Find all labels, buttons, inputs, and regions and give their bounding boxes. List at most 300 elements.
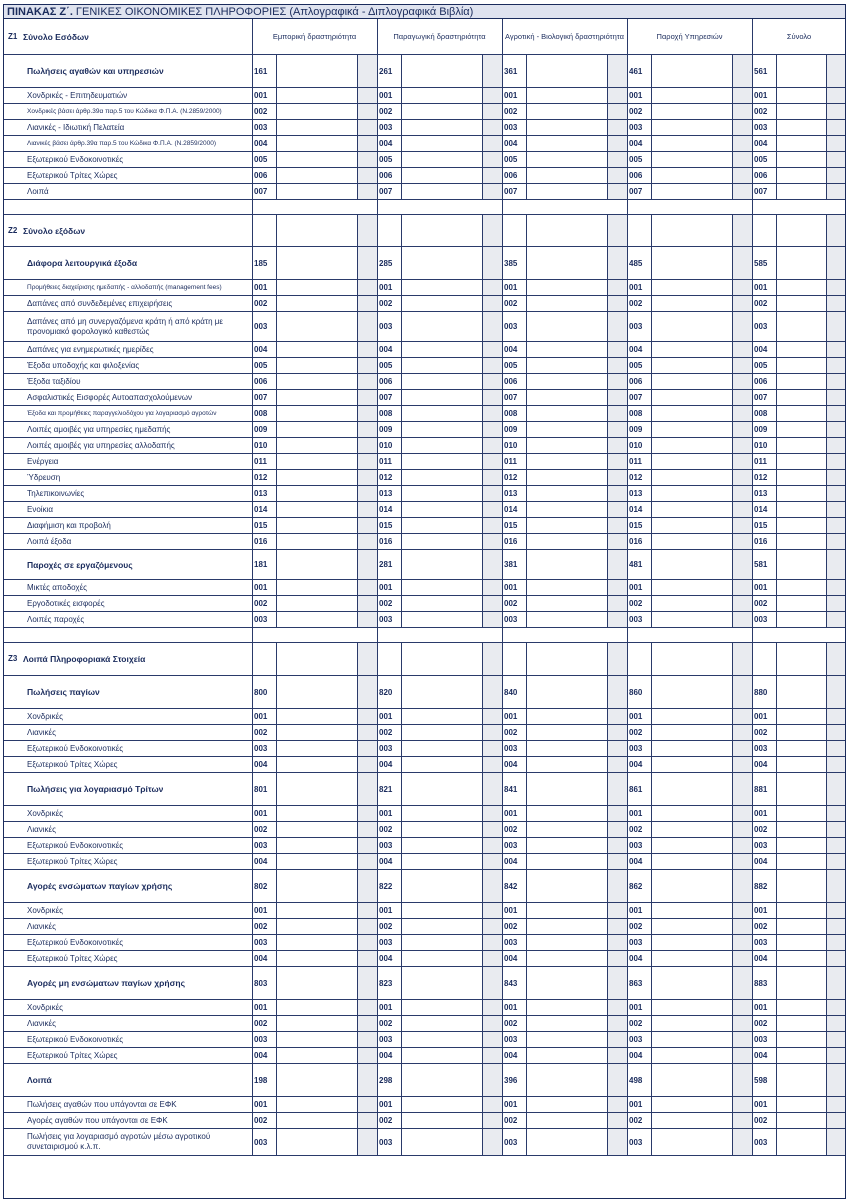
decimal-cell[interactable] — [607, 1097, 627, 1112]
decimal-cell[interactable] — [826, 919, 846, 934]
amount-input[interactable] — [776, 88, 826, 103]
decimal-cell[interactable] — [482, 104, 502, 119]
amount-input[interactable] — [526, 676, 607, 708]
amount-input[interactable] — [526, 55, 607, 87]
decimal-cell[interactable] — [732, 854, 752, 869]
decimal-cell[interactable] — [357, 903, 377, 918]
decimal-cell[interactable] — [826, 55, 846, 87]
decimal-cell[interactable] — [732, 550, 752, 579]
decimal-cell[interactable] — [482, 55, 502, 87]
amount-input[interactable] — [401, 438, 482, 453]
decimal-cell[interactable] — [826, 1097, 846, 1112]
amount-input[interactable] — [651, 390, 732, 405]
decimal-cell[interactable] — [826, 215, 846, 246]
amount-input[interactable] — [526, 870, 607, 902]
decimal-cell[interactable] — [826, 390, 846, 405]
amount-input[interactable] — [526, 104, 607, 119]
decimal-cell[interactable] — [607, 773, 627, 805]
amount-input[interactable] — [276, 741, 357, 756]
decimal-cell[interactable] — [826, 822, 846, 837]
decimal-cell[interactable] — [826, 518, 846, 533]
amount-input[interactable] — [401, 247, 482, 279]
amount-input[interactable] — [651, 88, 732, 103]
amount-input[interactable] — [526, 550, 607, 579]
decimal-cell[interactable] — [607, 247, 627, 279]
amount-input[interactable] — [526, 358, 607, 373]
amount-input[interactable] — [526, 470, 607, 485]
amount-input[interactable] — [526, 184, 607, 199]
amount-input[interactable] — [401, 870, 482, 902]
amount-input[interactable] — [776, 643, 826, 675]
amount-input[interactable] — [526, 1048, 607, 1063]
decimal-cell[interactable] — [732, 919, 752, 934]
amount-input[interactable] — [276, 88, 357, 103]
decimal-cell[interactable] — [607, 454, 627, 469]
decimal-cell[interactable] — [826, 1016, 846, 1031]
decimal-cell[interactable] — [357, 1048, 377, 1063]
decimal-cell[interactable] — [732, 168, 752, 183]
decimal-cell[interactable] — [607, 1048, 627, 1063]
amount-input[interactable] — [776, 612, 826, 627]
amount-input[interactable] — [776, 903, 826, 918]
decimal-cell[interactable] — [826, 676, 846, 708]
decimal-cell[interactable] — [357, 806, 377, 821]
amount-input[interactable] — [526, 951, 607, 966]
amount-input[interactable] — [776, 1032, 826, 1047]
amount-input[interactable] — [526, 312, 607, 341]
amount-input[interactable] — [401, 935, 482, 950]
amount-input[interactable] — [776, 580, 826, 595]
amount-input[interactable] — [776, 390, 826, 405]
amount-input[interactable] — [526, 374, 607, 389]
amount-input[interactable] — [276, 725, 357, 740]
amount-input[interactable] — [401, 55, 482, 87]
amount-input[interactable] — [401, 1064, 482, 1096]
amount-input[interactable] — [651, 454, 732, 469]
decimal-cell[interactable] — [607, 951, 627, 966]
decimal-cell[interactable] — [607, 88, 627, 103]
decimal-cell[interactable] — [826, 580, 846, 595]
amount-input[interactable] — [276, 120, 357, 135]
decimal-cell[interactable] — [357, 502, 377, 517]
decimal-cell[interactable] — [732, 709, 752, 724]
decimal-cell[interactable] — [482, 1064, 502, 1096]
decimal-cell[interactable] — [357, 580, 377, 595]
decimal-cell[interactable] — [607, 806, 627, 821]
amount-input[interactable] — [526, 838, 607, 853]
decimal-cell[interactable] — [826, 643, 846, 675]
amount-input[interactable] — [651, 215, 732, 246]
decimal-cell[interactable] — [826, 136, 846, 151]
decimal-cell[interactable] — [826, 342, 846, 357]
decimal-cell[interactable] — [826, 725, 846, 740]
decimal-cell[interactable] — [732, 454, 752, 469]
amount-input[interactable] — [401, 470, 482, 485]
decimal-cell[interactable] — [732, 247, 752, 279]
amount-input[interactable] — [651, 518, 732, 533]
decimal-cell[interactable] — [732, 967, 752, 999]
amount-input[interactable] — [651, 1097, 732, 1112]
decimal-cell[interactable] — [607, 534, 627, 549]
decimal-cell[interactable] — [607, 374, 627, 389]
decimal-cell[interactable] — [607, 1129, 627, 1155]
decimal-cell[interactable] — [732, 136, 752, 151]
decimal-cell[interactable] — [826, 1032, 846, 1047]
amount-input[interactable] — [276, 438, 357, 453]
decimal-cell[interactable] — [826, 470, 846, 485]
decimal-cell[interactable] — [607, 822, 627, 837]
decimal-cell[interactable] — [732, 152, 752, 167]
amount-input[interactable] — [276, 184, 357, 199]
decimal-cell[interactable] — [732, 838, 752, 853]
decimal-cell[interactable] — [482, 422, 502, 437]
amount-input[interactable] — [276, 580, 357, 595]
decimal-cell[interactable] — [357, 518, 377, 533]
decimal-cell[interactable] — [357, 676, 377, 708]
amount-input[interactable] — [276, 676, 357, 708]
decimal-cell[interactable] — [732, 406, 752, 421]
decimal-cell[interactable] — [826, 903, 846, 918]
decimal-cell[interactable] — [482, 709, 502, 724]
decimal-cell[interactable] — [732, 312, 752, 341]
decimal-cell[interactable] — [357, 741, 377, 756]
decimal-cell[interactable] — [732, 1032, 752, 1047]
amount-input[interactable] — [526, 967, 607, 999]
amount-input[interactable] — [776, 854, 826, 869]
amount-input[interactable] — [276, 104, 357, 119]
amount-input[interactable] — [401, 709, 482, 724]
amount-input[interactable] — [651, 822, 732, 837]
decimal-cell[interactable] — [607, 152, 627, 167]
amount-input[interactable] — [651, 643, 732, 675]
amount-input[interactable] — [401, 643, 482, 675]
amount-input[interactable] — [526, 757, 607, 772]
amount-input[interactable] — [526, 741, 607, 756]
decimal-cell[interactable] — [732, 1064, 752, 1096]
amount-input[interactable] — [526, 643, 607, 675]
amount-input[interactable] — [651, 312, 732, 341]
decimal-cell[interactable] — [607, 725, 627, 740]
amount-input[interactable] — [276, 854, 357, 869]
decimal-cell[interactable] — [357, 470, 377, 485]
decimal-cell[interactable] — [732, 757, 752, 772]
decimal-cell[interactable] — [607, 967, 627, 999]
amount-input[interactable] — [776, 1000, 826, 1015]
decimal-cell[interactable] — [357, 486, 377, 501]
decimal-cell[interactable] — [607, 280, 627, 295]
decimal-cell[interactable] — [732, 88, 752, 103]
decimal-cell[interactable] — [482, 1048, 502, 1063]
decimal-cell[interactable] — [482, 88, 502, 103]
amount-input[interactable] — [526, 1032, 607, 1047]
amount-input[interactable] — [651, 470, 732, 485]
decimal-cell[interactable] — [826, 838, 846, 853]
amount-input[interactable] — [776, 919, 826, 934]
decimal-cell[interactable] — [357, 168, 377, 183]
amount-input[interactable] — [276, 374, 357, 389]
decimal-cell[interactable] — [732, 596, 752, 611]
decimal-cell[interactable] — [732, 741, 752, 756]
amount-input[interactable] — [401, 342, 482, 357]
amount-input[interactable] — [276, 822, 357, 837]
decimal-cell[interactable] — [482, 919, 502, 934]
amount-input[interactable] — [776, 104, 826, 119]
decimal-cell[interactable] — [607, 757, 627, 772]
decimal-cell[interactable] — [732, 1000, 752, 1015]
decimal-cell[interactable] — [482, 215, 502, 246]
amount-input[interactable] — [776, 136, 826, 151]
amount-input[interactable] — [401, 184, 482, 199]
decimal-cell[interactable] — [826, 1064, 846, 1096]
amount-input[interactable] — [651, 120, 732, 135]
amount-input[interactable] — [651, 967, 732, 999]
amount-input[interactable] — [776, 596, 826, 611]
decimal-cell[interactable] — [826, 438, 846, 453]
amount-input[interactable] — [276, 1113, 357, 1128]
decimal-cell[interactable] — [607, 406, 627, 421]
decimal-cell[interactable] — [357, 374, 377, 389]
decimal-cell[interactable] — [826, 312, 846, 341]
amount-input[interactable] — [651, 280, 732, 295]
amount-input[interactable] — [776, 534, 826, 549]
amount-input[interactable] — [651, 438, 732, 453]
amount-input[interactable] — [276, 502, 357, 517]
decimal-cell[interactable] — [357, 152, 377, 167]
decimal-cell[interactable] — [357, 296, 377, 311]
decimal-cell[interactable] — [607, 903, 627, 918]
amount-input[interactable] — [776, 470, 826, 485]
decimal-cell[interactable] — [607, 502, 627, 517]
amount-input[interactable] — [276, 806, 357, 821]
amount-input[interactable] — [276, 773, 357, 805]
decimal-cell[interactable] — [607, 120, 627, 135]
amount-input[interactable] — [526, 120, 607, 135]
decimal-cell[interactable] — [826, 184, 846, 199]
amount-input[interactable] — [651, 152, 732, 167]
amount-input[interactable] — [276, 1064, 357, 1096]
decimal-cell[interactable] — [607, 1113, 627, 1128]
amount-input[interactable] — [526, 1016, 607, 1031]
amount-input[interactable] — [776, 1097, 826, 1112]
amount-input[interactable] — [276, 312, 357, 341]
amount-input[interactable] — [526, 152, 607, 167]
decimal-cell[interactable] — [826, 296, 846, 311]
decimal-cell[interactable] — [482, 247, 502, 279]
amount-input[interactable] — [776, 1016, 826, 1031]
decimal-cell[interactable] — [607, 390, 627, 405]
amount-input[interactable] — [401, 1016, 482, 1031]
amount-input[interactable] — [276, 757, 357, 772]
decimal-cell[interactable] — [732, 104, 752, 119]
decimal-cell[interactable] — [732, 676, 752, 708]
amount-input[interactable] — [276, 1048, 357, 1063]
decimal-cell[interactable] — [357, 967, 377, 999]
decimal-cell[interactable] — [732, 55, 752, 87]
decimal-cell[interactable] — [607, 854, 627, 869]
amount-input[interactable] — [401, 741, 482, 756]
decimal-cell[interactable] — [732, 612, 752, 627]
amount-input[interactable] — [401, 1113, 482, 1128]
decimal-cell[interactable] — [357, 104, 377, 119]
amount-input[interactable] — [651, 502, 732, 517]
amount-input[interactable] — [276, 838, 357, 853]
decimal-cell[interactable] — [826, 486, 846, 501]
amount-input[interactable] — [401, 390, 482, 405]
amount-input[interactable] — [401, 454, 482, 469]
decimal-cell[interactable] — [482, 120, 502, 135]
amount-input[interactable] — [401, 422, 482, 437]
amount-input[interactable] — [401, 951, 482, 966]
amount-input[interactable] — [276, 454, 357, 469]
decimal-cell[interactable] — [607, 935, 627, 950]
decimal-cell[interactable] — [482, 838, 502, 853]
amount-input[interactable] — [276, 550, 357, 579]
decimal-cell[interactable] — [607, 1064, 627, 1096]
decimal-cell[interactable] — [482, 773, 502, 805]
amount-input[interactable] — [276, 709, 357, 724]
amount-input[interactable] — [401, 136, 482, 151]
amount-input[interactable] — [651, 55, 732, 87]
decimal-cell[interactable] — [826, 1129, 846, 1155]
amount-input[interactable] — [776, 247, 826, 279]
decimal-cell[interactable] — [607, 838, 627, 853]
decimal-cell[interactable] — [826, 741, 846, 756]
decimal-cell[interactable] — [607, 643, 627, 675]
decimal-cell[interactable] — [357, 390, 377, 405]
amount-input[interactable] — [526, 596, 607, 611]
amount-input[interactable] — [401, 550, 482, 579]
decimal-cell[interactable] — [357, 773, 377, 805]
decimal-cell[interactable] — [357, 709, 377, 724]
decimal-cell[interactable] — [357, 312, 377, 341]
decimal-cell[interactable] — [482, 184, 502, 199]
decimal-cell[interactable] — [826, 406, 846, 421]
amount-input[interactable] — [401, 104, 482, 119]
decimal-cell[interactable] — [357, 725, 377, 740]
decimal-cell[interactable] — [732, 580, 752, 595]
amount-input[interactable] — [276, 280, 357, 295]
decimal-cell[interactable] — [607, 486, 627, 501]
decimal-cell[interactable] — [357, 596, 377, 611]
decimal-cell[interactable] — [826, 454, 846, 469]
amount-input[interactable] — [651, 596, 732, 611]
amount-input[interactable] — [651, 676, 732, 708]
amount-input[interactable] — [276, 1000, 357, 1015]
amount-input[interactable] — [651, 168, 732, 183]
amount-input[interactable] — [776, 951, 826, 966]
decimal-cell[interactable] — [732, 951, 752, 966]
amount-input[interactable] — [776, 1129, 826, 1155]
decimal-cell[interactable] — [482, 967, 502, 999]
amount-input[interactable] — [776, 967, 826, 999]
decimal-cell[interactable] — [357, 822, 377, 837]
amount-input[interactable] — [526, 438, 607, 453]
amount-input[interactable] — [651, 486, 732, 501]
amount-input[interactable] — [276, 870, 357, 902]
amount-input[interactable] — [276, 406, 357, 421]
decimal-cell[interactable] — [357, 1129, 377, 1155]
amount-input[interactable] — [526, 534, 607, 549]
amount-input[interactable] — [651, 903, 732, 918]
decimal-cell[interactable] — [357, 88, 377, 103]
amount-input[interactable] — [651, 838, 732, 853]
amount-input[interactable] — [776, 184, 826, 199]
amount-input[interactable] — [526, 1097, 607, 1112]
decimal-cell[interactable] — [732, 502, 752, 517]
amount-input[interactable] — [776, 438, 826, 453]
amount-input[interactable] — [526, 1113, 607, 1128]
amount-input[interactable] — [776, 741, 826, 756]
amount-input[interactable] — [276, 1032, 357, 1047]
decimal-cell[interactable] — [482, 741, 502, 756]
decimal-cell[interactable] — [357, 55, 377, 87]
amount-input[interactable] — [526, 773, 607, 805]
amount-input[interactable] — [776, 168, 826, 183]
decimal-cell[interactable] — [357, 120, 377, 135]
decimal-cell[interactable] — [357, 1097, 377, 1112]
amount-input[interactable] — [401, 1129, 482, 1155]
decimal-cell[interactable] — [357, 534, 377, 549]
amount-input[interactable] — [776, 773, 826, 805]
decimal-cell[interactable] — [732, 773, 752, 805]
amount-input[interactable] — [526, 903, 607, 918]
decimal-cell[interactable] — [732, 358, 752, 373]
decimal-cell[interactable] — [826, 1113, 846, 1128]
amount-input[interactable] — [776, 1113, 826, 1128]
amount-input[interactable] — [776, 312, 826, 341]
decimal-cell[interactable] — [826, 534, 846, 549]
decimal-cell[interactable] — [607, 184, 627, 199]
decimal-cell[interactable] — [482, 534, 502, 549]
amount-input[interactable] — [651, 870, 732, 902]
decimal-cell[interactable] — [607, 136, 627, 151]
amount-input[interactable] — [776, 1048, 826, 1063]
amount-input[interactable] — [526, 612, 607, 627]
decimal-cell[interactable] — [357, 342, 377, 357]
amount-input[interactable] — [526, 136, 607, 151]
amount-input[interactable] — [776, 806, 826, 821]
amount-input[interactable] — [276, 470, 357, 485]
decimal-cell[interactable] — [482, 168, 502, 183]
amount-input[interactable] — [651, 1129, 732, 1155]
decimal-cell[interactable] — [482, 550, 502, 579]
amount-input[interactable] — [651, 773, 732, 805]
decimal-cell[interactable] — [826, 550, 846, 579]
decimal-cell[interactable] — [732, 1097, 752, 1112]
amount-input[interactable] — [526, 725, 607, 740]
decimal-cell[interactable] — [482, 136, 502, 151]
amount-input[interactable] — [651, 741, 732, 756]
decimal-cell[interactable] — [607, 919, 627, 934]
decimal-cell[interactable] — [732, 438, 752, 453]
amount-input[interactable] — [276, 1097, 357, 1112]
amount-input[interactable] — [651, 534, 732, 549]
decimal-cell[interactable] — [826, 773, 846, 805]
amount-input[interactable] — [401, 838, 482, 853]
decimal-cell[interactable] — [826, 612, 846, 627]
decimal-cell[interactable] — [357, 406, 377, 421]
decimal-cell[interactable] — [607, 358, 627, 373]
decimal-cell[interactable] — [826, 806, 846, 821]
amount-input[interactable] — [651, 1016, 732, 1031]
decimal-cell[interactable] — [607, 1032, 627, 1047]
amount-input[interactable] — [401, 967, 482, 999]
decimal-cell[interactable] — [357, 280, 377, 295]
amount-input[interactable] — [276, 935, 357, 950]
amount-input[interactable] — [276, 534, 357, 549]
amount-input[interactable] — [526, 502, 607, 517]
decimal-cell[interactable] — [732, 280, 752, 295]
